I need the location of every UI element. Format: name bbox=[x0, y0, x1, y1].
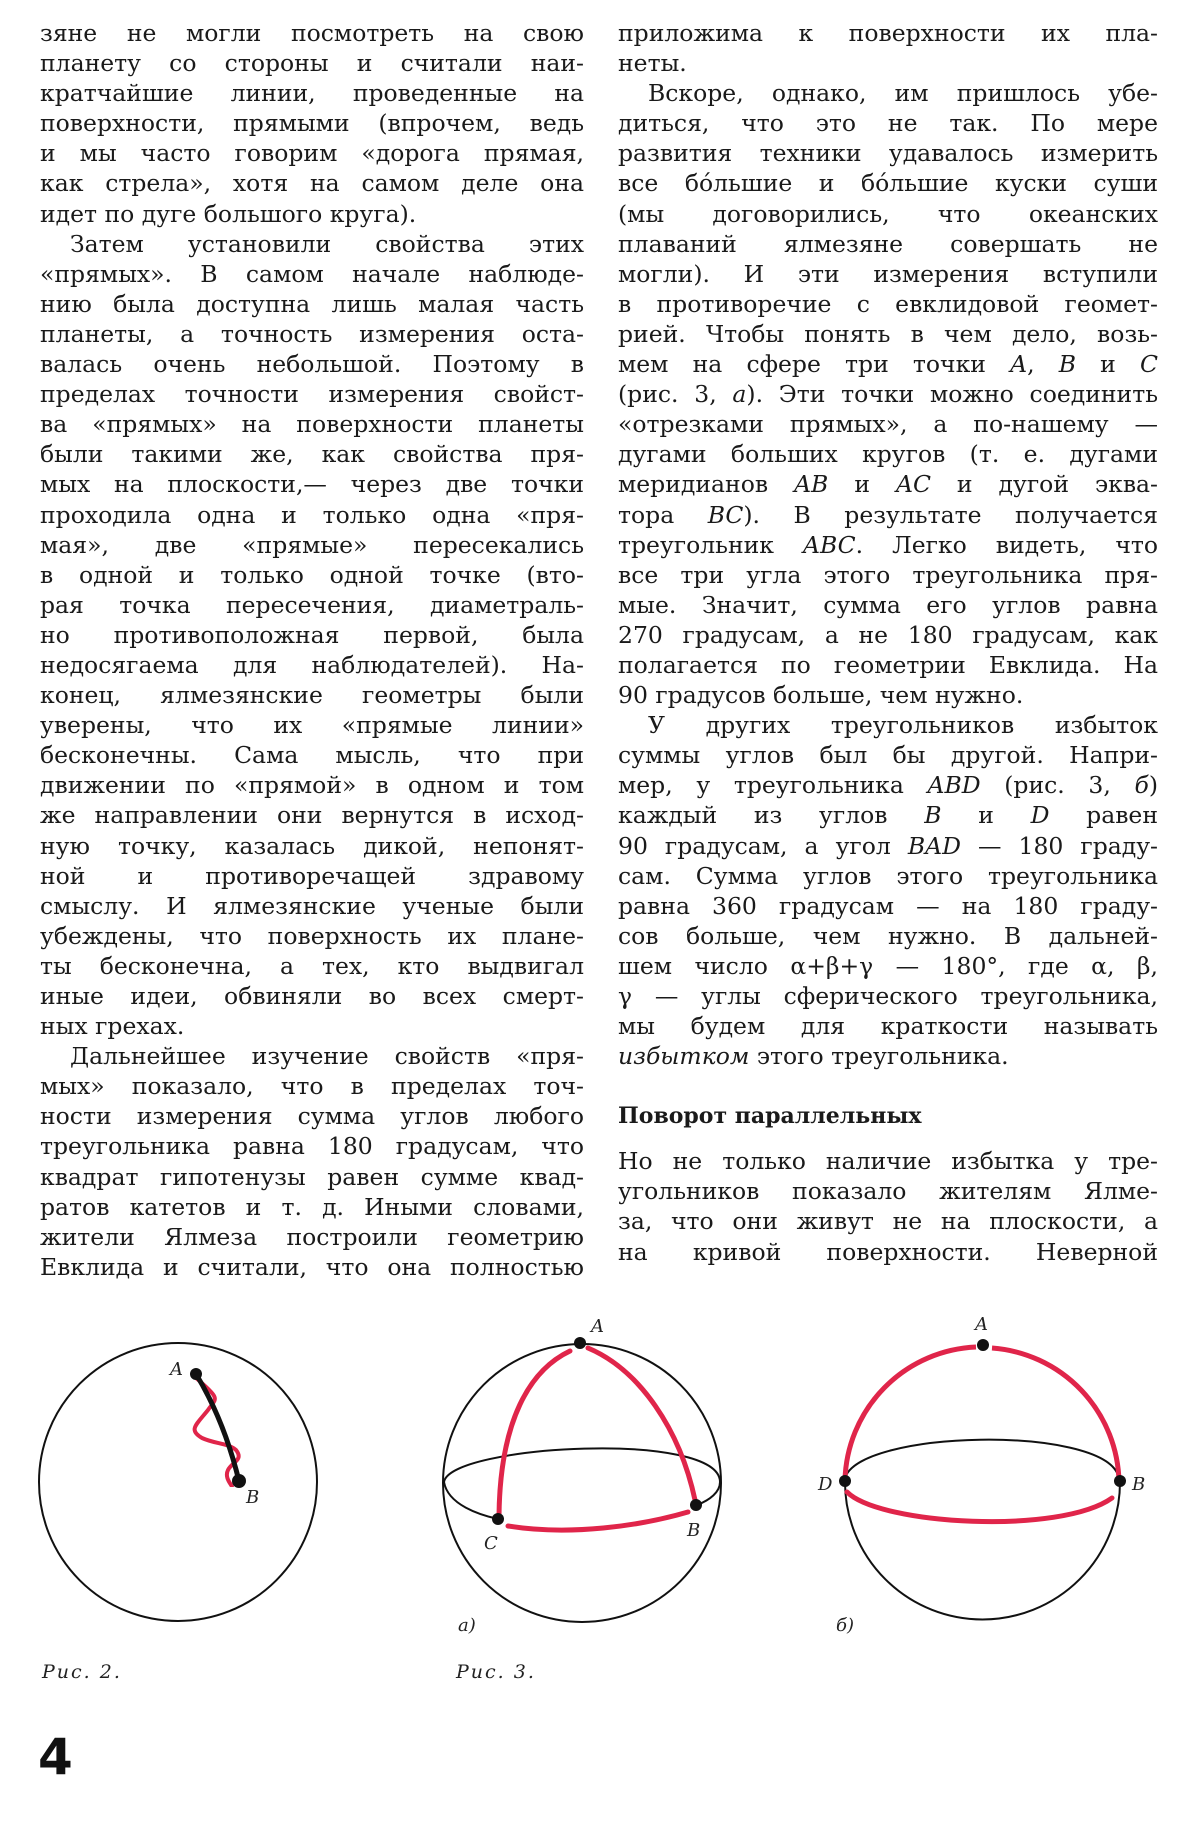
text-line: были такими же, как свойства пря- bbox=[40, 440, 584, 469]
label-d: D bbox=[818, 1474, 833, 1495]
text-line: ных грехах. bbox=[40, 1012, 185, 1041]
arc-ac bbox=[499, 1351, 570, 1516]
text-line: нию была доступна лишь малая часть bbox=[40, 289, 584, 318]
text-line: диться, что это не так. По мере bbox=[618, 109, 1158, 138]
arc-db bbox=[847, 1492, 1112, 1522]
figure-2-caption: Рис. 2. bbox=[42, 1661, 122, 1683]
text-line: бесконечны. Сама мысль, что при bbox=[40, 741, 584, 770]
text-line: Затем установили свойства этих bbox=[70, 229, 584, 258]
point-a bbox=[977, 1339, 989, 1351]
text-line: все три угла этого треугольника пря- bbox=[618, 560, 1158, 589]
label-c: C bbox=[484, 1533, 498, 1554]
text-line: проходила одна и только одна «пря- bbox=[40, 500, 584, 529]
text-line: мер, у треугольника ABD (рис. 3, б) bbox=[618, 771, 1158, 800]
point-a bbox=[190, 1368, 202, 1380]
sphere-lower-outline bbox=[845, 1482, 1120, 1619]
text-line: Дальнейшее изучение свойств «пря- bbox=[70, 1042, 584, 1071]
text-line: могли). И эти измерения вступили bbox=[618, 259, 1158, 288]
text-line: мых на плоскости,— через две точки bbox=[40, 470, 584, 499]
text-line: же направлении они вернутся в исход- bbox=[40, 801, 584, 830]
text-line: ты бесконечна, а тех, кто выдвигал bbox=[40, 951, 584, 980]
section-body bbox=[618, 1146, 1158, 1266]
text-line: меридианов AB и AC и дугой эква- bbox=[618, 470, 1158, 499]
text-line: кратчайшие линии, проведенные на bbox=[40, 79, 584, 108]
figure-3-caption: Рис. 3. bbox=[456, 1661, 536, 1683]
text-line: тора BC). В результате получается bbox=[618, 500, 1158, 529]
page-number: 4 bbox=[38, 1728, 73, 1786]
figure-3b-drawing bbox=[800, 1300, 1200, 1640]
wavy-path bbox=[195, 1378, 239, 1487]
right-column-body bbox=[618, 18, 1158, 1071]
text-line: все бóльшие и бóльшие куски суши bbox=[618, 169, 1158, 198]
text-line: «прямых». В самом начале наблюде- bbox=[40, 259, 584, 288]
text-line: движении по «прямой» в одном и том bbox=[40, 771, 584, 800]
text-line: 90 градусов больше, чем нужно. bbox=[618, 681, 1024, 710]
figure-3b bbox=[800, 1300, 1200, 1640]
text-line: «отрезками прямых», а по-нашему — bbox=[618, 410, 1158, 439]
figure-2-drawing bbox=[0, 1300, 420, 1640]
text-line: планеты, а точность измерения оста- bbox=[40, 319, 584, 348]
point-a bbox=[574, 1337, 586, 1349]
text-line: недосягаема для наблюдателей). На- bbox=[40, 650, 584, 679]
text-line: ратов катетов и т. д. Иными словами, bbox=[40, 1192, 584, 1221]
text-line: дугами больших кругов (т. е. дугами bbox=[618, 440, 1158, 469]
text-line: сов больше, чем нужно. В дальней- bbox=[618, 921, 1158, 950]
label-b: B bbox=[246, 1487, 260, 1508]
text-line: треугольника равна 180 градусам, что bbox=[40, 1132, 584, 1161]
text-line: сам. Сумма углов этого треугольника bbox=[618, 861, 1158, 890]
text-line: рая точка пересечения, диаметраль- bbox=[40, 590, 584, 619]
text-line: мем на сфере три точки A, B и C bbox=[618, 350, 1158, 379]
point-b bbox=[1114, 1475, 1126, 1487]
text-line: плаваний ялмезяне совершать не bbox=[618, 229, 1158, 258]
text-line: за, что они живут не на плоскости, а bbox=[618, 1207, 1158, 1236]
text-line: иные идеи, обвиняли во всех смерт- bbox=[40, 982, 584, 1010]
label-b: B bbox=[687, 1520, 701, 1541]
text-line: ва «прямых» на поверхности планеты bbox=[40, 410, 584, 439]
text-line: равна 360 градусам — на 180 граду- bbox=[618, 891, 1158, 920]
text-line: приложима к поверхности их пла- bbox=[618, 19, 1158, 47]
point-b bbox=[690, 1499, 702, 1511]
arc-ab bbox=[992, 1348, 1119, 1482]
text-line: мые. Значит, сумма его углов равна bbox=[618, 590, 1158, 619]
text-line: ности измерения сумма углов любого bbox=[40, 1102, 584, 1131]
text-line: планету со стороны и считали наи- bbox=[40, 49, 584, 78]
text-line: мых» показало, что в пределах точ- bbox=[40, 1072, 584, 1101]
text-line: Евклида и считали, что она полностью bbox=[40, 1252, 584, 1281]
text-line: смыслу. И ялмезянские ученые были bbox=[40, 891, 584, 920]
text-line: Вскоре, однако, им пришлось убе- bbox=[648, 79, 1158, 108]
text-line: шем число α+β+γ — 180°, где α, β, bbox=[618, 951, 1158, 980]
text-line: Но не только наличие избытка у тре- bbox=[618, 1147, 1158, 1176]
text-line: угольников показало жителям Ялме- bbox=[618, 1177, 1158, 1206]
section-heading: Поворот параллельных bbox=[618, 1103, 922, 1130]
figure-3a bbox=[420, 1300, 800, 1640]
figure-2 bbox=[0, 1300, 420, 1640]
text-line: развития техники удавалось измерить bbox=[618, 139, 1158, 168]
label-a: A bbox=[170, 1359, 183, 1380]
text-line: неты. bbox=[618, 49, 687, 78]
point-c bbox=[492, 1513, 504, 1525]
text-line: полагается по геометрии Евклида. На bbox=[618, 650, 1158, 679]
text-line: ной и противоречащей здравому bbox=[40, 861, 584, 890]
text-line: треугольник ABC. Легко видеть, что bbox=[618, 530, 1159, 559]
text-line: 90 градусам, а угол BAD — 180 граду- bbox=[618, 831, 1158, 860]
text-line: поверхности, прямыми (впрочем, ведь bbox=[40, 109, 584, 138]
right-text-column bbox=[618, 18, 1158, 1267]
figure-3a-drawing bbox=[420, 1300, 800, 1640]
text-line: в одной и только одной точке (вто- bbox=[40, 560, 584, 589]
text-line: уверены, что их «прямые линии» bbox=[40, 711, 584, 740]
text-line: в противоречие с евклидовой геомет- bbox=[618, 289, 1158, 318]
sphere-outline bbox=[443, 1344, 721, 1622]
arc-ab bbox=[588, 1348, 695, 1500]
text-line: как стрела», хотя на самом деле она bbox=[40, 169, 584, 198]
text-line: пределах точности измерения свойст- bbox=[40, 380, 584, 409]
text-line: зяне не могли посмотреть на свою bbox=[40, 19, 584, 47]
text-line: мы будем для краткости называть bbox=[618, 1012, 1158, 1041]
arc-cb bbox=[508, 1512, 688, 1530]
text-line: но противоположная первой, была bbox=[40, 620, 584, 649]
figure-3a-sublabel: а) bbox=[458, 1615, 476, 1636]
point-b bbox=[232, 1474, 246, 1488]
text-line: (мы договорились, что океанских bbox=[618, 199, 1158, 228]
text-line: избытком этого треугольника. bbox=[618, 1042, 1009, 1071]
text-line: валась очень небольшой. Поэтому в bbox=[40, 350, 584, 379]
text-line: жители Ялмеза построили геометрию bbox=[40, 1222, 584, 1251]
text-line: конец, ялмезянские геометры были bbox=[40, 681, 584, 710]
label-a: A bbox=[591, 1316, 604, 1337]
point-d bbox=[839, 1475, 851, 1487]
text-line: суммы углов был бы другой. Напри- bbox=[618, 741, 1158, 770]
label-a: A bbox=[975, 1314, 988, 1335]
text-line: квадрат гипотенузы равен сумме квад- bbox=[40, 1162, 584, 1191]
equator-back bbox=[845, 1440, 1118, 1478]
text-line: идет по дуге большого круга). bbox=[40, 199, 417, 228]
text-line: (рис. 3, а). Эти точки можно соединить bbox=[618, 380, 1158, 409]
sphere-outline bbox=[39, 1343, 317, 1621]
text-line: каждый из углов B и D равен bbox=[618, 801, 1159, 830]
text-line: У других треугольников избыток bbox=[648, 711, 1158, 740]
text-line: и мы часто говорим «дорога прямая, bbox=[40, 139, 584, 168]
text-line: на кривой поверхности. Неверной bbox=[618, 1237, 1158, 1266]
text-line: 270 градусам, а не 180 градусам, как bbox=[618, 620, 1158, 649]
text-line: γ — углы сферического треугольника, bbox=[618, 982, 1158, 1010]
equator-front-left bbox=[444, 1482, 498, 1519]
text-line: ную точку, казалась дикой, непонят- bbox=[40, 831, 584, 860]
label-b: B bbox=[1132, 1474, 1146, 1495]
text-line: рией. Чтобы понять в чем дело, возь- bbox=[618, 319, 1158, 348]
text-line: мая», две «прямые» пересекались bbox=[40, 530, 584, 559]
great-circle-arc bbox=[196, 1374, 239, 1481]
left-text-column bbox=[40, 18, 584, 1282]
text-line: убеждены, что поверхность их плане- bbox=[40, 921, 584, 950]
figure-3b-sublabel: б) bbox=[836, 1615, 855, 1636]
